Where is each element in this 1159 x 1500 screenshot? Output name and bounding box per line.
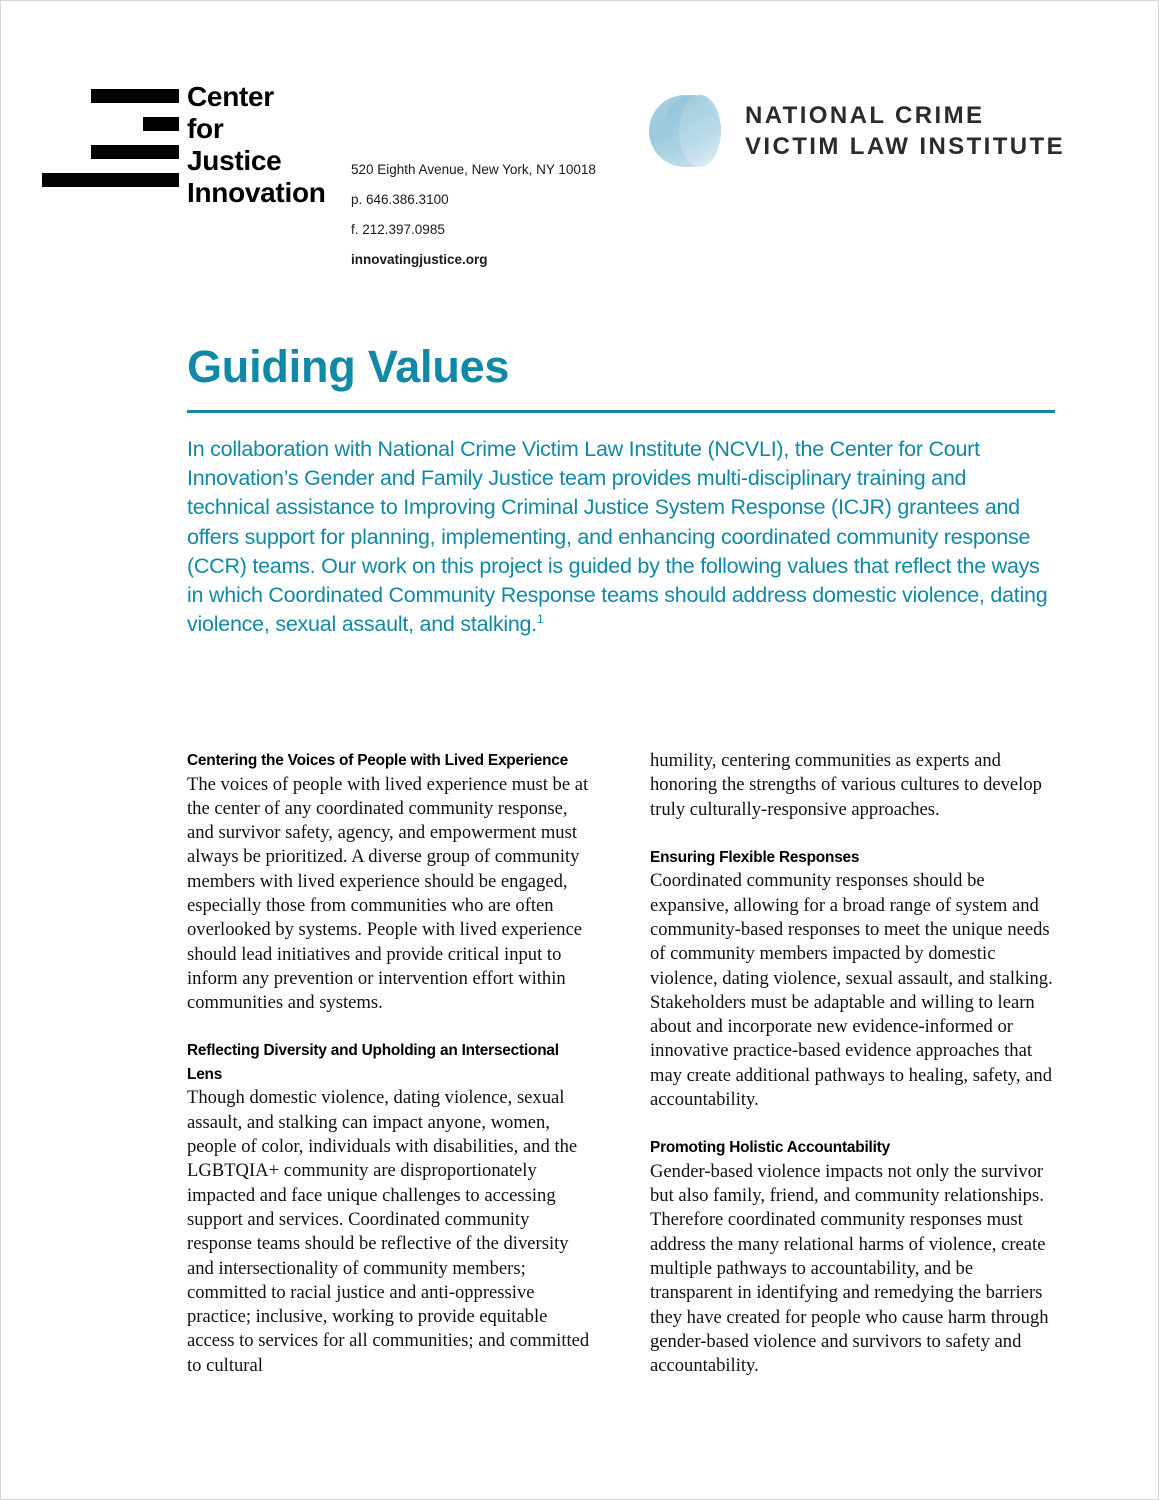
- intro-footnote-marker: 1: [537, 612, 544, 627]
- contact-info-block: [351, 162, 596, 267]
- section-body: Though domestic violence, dating violence, sexual assault, and stalking can impact anyone, women, people of color, individuals with disabilities, and the LGBTQIA+ community are disproportionately impacted and face unique challenges to accessing support and services. Coordinated community response teams should be reflective of the diversity and intersectionality of community members; committed to racial justice and anti-oppressive practice; inclusive, working to provide equitable access to services for all communities; and committed to cultural: [187, 1087, 590, 1376]
- section-ensuring-flexible-responses: [650, 846, 1054, 1112]
- contact-fax: f. 212.397.0985: [351, 222, 445, 237]
- title-divider: [187, 410, 1055, 413]
- right-column: [650, 749, 1054, 1379]
- contact-website-link[interactable]: innovatingjustice.org: [351, 252, 488, 267]
- section-centering-voices: [187, 749, 591, 1015]
- intro-paragraph: [187, 435, 1053, 639]
- section-body: Gender-based violence impacts not only the survivor but also family, friend, and community relationships. Therefore coordinated community responses must address the many relational harms of violence, create multiple pathways to accountability, and be transparent in identifying and remedying the barriers they have created for people who cause harm through gender-based violence and survivors to safety and accountability.: [650, 1160, 1049, 1377]
- intro-text: In collaboration with National Crime Victim Law Institute (NCVLI), the Center for Court Innovation’s Gender and Family Justice team provides multi-disciplinary training and technical assistance to Improving Criminal Justice System Response (ICJR) grantees and offers support for planning, implementing, and enhancing coordinated community response (CCR) teams. Our work on this project is guided by the following values that reflect the ways in which Coordinated Community Response teams should address domestic violence, dating violence, sexual assault, and stalking.: [187, 437, 1048, 637]
- ncvli-circles-icon: [649, 95, 721, 167]
- section-body: Coordinated community responses should be expansive, allowing for a broad range of system and community-based responses to meet the unique needs of community members impacted by domestic violence, dating violence, sexual assault, and stalking. Stakeholders must be adaptable and willing to learn about and incorporate new evidence-informed or innovative practice-based evidence approaches that may create additional pathways to healing, safety, and accountability.: [650, 870, 1053, 1111]
- section-continued-cultural-humility: [650, 749, 1054, 822]
- ncvli-logo-line-2: VICTIM LAW INSTITUTE: [745, 133, 1065, 160]
- section-heading: Promoting Holistic Accountability: [650, 1139, 890, 1157]
- cji-logo-line-2: for: [187, 113, 224, 144]
- ncvli-logo-line-1: NATIONAL CRIME: [745, 102, 985, 129]
- section-body: The voices of people with lived experience must be at the center of any coordinated community response, and survivor safety, agency, and empowerment must always be prioritized. A diverse group of community members with lived experience should be engaged, especially those from communities who are often overlooked by systems. People with lived experience should lead initiatives and provide critical input to inform any prevention or intervention effort within communities and systems.: [187, 773, 589, 1014]
- section-heading: Centering the Voices of People with Lived Experience: [187, 752, 569, 769]
- cji-logo-line-3: Justice: [187, 145, 282, 176]
- section-promoting-holistic-accountability: [650, 1136, 1054, 1378]
- section-body: humility, centering communities as experts and honoring the strengths of various cultures to develop truly culturally-responsive approaches.: [650, 750, 1042, 820]
- cji-logo-line-4: Innovation: [187, 177, 326, 208]
- cji-logo-bars-icon: [42, 83, 179, 187]
- body-columns: [187, 749, 1055, 1379]
- ncvli-logo: [649, 95, 1065, 167]
- center-for-justice-innovation-logo: [42, 83, 326, 207]
- contact-phone: p. 646.386.3100: [351, 192, 449, 207]
- contact-address: 520 Eighth Avenue, New York, NY 10018: [351, 162, 596, 177]
- section-reflecting-diversity: [187, 1039, 591, 1378]
- page-header: [1, 73, 1159, 267]
- left-column: [187, 749, 591, 1379]
- cji-logo-line-1: Center: [187, 81, 274, 112]
- section-heading: Reflecting Diversity and Upholding an Intersectional Lens: [187, 1042, 559, 1083]
- section-heading: Ensuring Flexible Responses: [650, 848, 860, 866]
- cji-logo-wordmark: [187, 83, 326, 207]
- page-title: Guiding Values: [187, 341, 510, 392]
- ncvli-logo-wordmark: [745, 100, 1065, 162]
